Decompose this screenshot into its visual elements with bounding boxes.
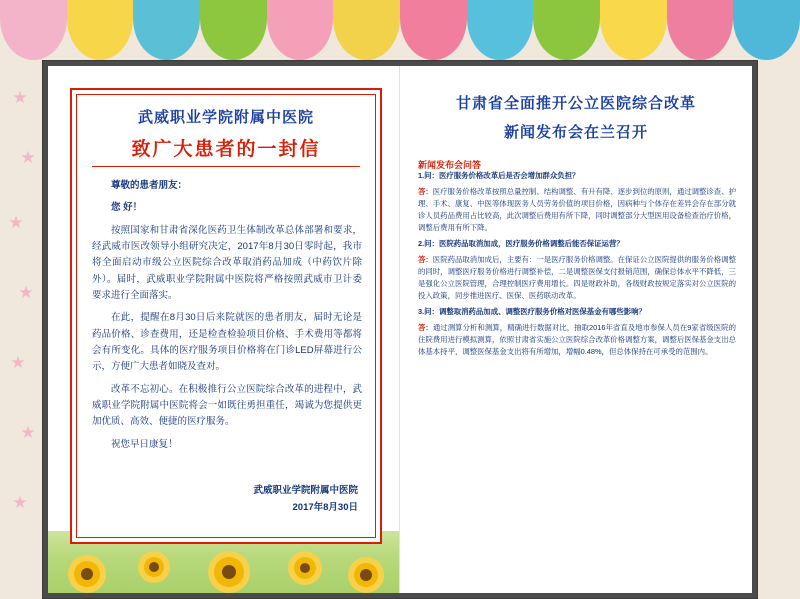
salutation-line-1: 尊敬的患者朋友： [111,180,188,191]
qa-question [418,170,736,182]
sunflower-icon [214,557,244,587]
scallop-9 [533,0,600,60]
frame-corner-bottom-left [70,528,86,544]
sunflower-core [149,562,159,572]
frame-corner-bottom-right [366,528,382,544]
qa-answer-label: 答： [418,254,433,264]
left-decorative-strip [0,0,42,599]
star-icon: ★ [10,353,26,372]
letter-paragraph-1: 按照国家和甘肃省深化医药卫生体制改革总体部署和要求，经武威市医改领导小组研究决定，2017年8月30日零时起，我市将全面启动市级公立医院综合改革取消药品加成（中药饮片除外）。届时，武威职业学院附属中医院将严格按照武威市卫计委要求进行全面落实。 [92,224,362,301]
qa-answer [418,254,736,302]
letter-paragraph-2: 在此，提醒在8月30日后来院就医的患者朋友，届时无论是药品价格、诊查费用，还是检查检验项目价格、手术费用等都将会有所变化。具体的医疗服务项目价格将在门诊LED屏幕进行公示，方便广大患者如晓及查对。 [92,312,362,373]
scallop-12 [733,0,800,60]
qa-list [418,170,736,581]
scallop-8 [467,0,534,60]
signature-organization: 武威职业学院附属中医院 [253,484,358,496]
letter-body [92,178,362,459]
qa-question-text: 医院药品取消加成，医疗服务价格调整后能否保证运营？ [438,238,624,248]
news-title-line-2: 新闻发布会在兰召开 [503,123,648,141]
poster-board [42,60,758,599]
poster-pages [48,66,752,593]
letter-title: 致广大患者的一封信 [131,139,321,160]
salutation-line-2: 您 好！ [111,202,143,214]
signature-date: 2017年8月30日 [292,501,358,513]
sunflower-icon [74,561,100,587]
scallop-10 [600,0,667,60]
qa-answer-text: 医院药品取消加成后，主要有：一是医疗服务价格调整。在保证公立医院提供的服务价格调整的同时，调整医疗服务价格进行调整补偿，二是调整医保支付报销范围，确保总体水平不降低，三是强化公立医院管理，合理控制医疗费用增长。四是财政补助，各级财政按规定落实对公立医院的投入政策，同步推进医疗、医保、医药联动改革。 [418,254,736,300]
sunflower-core [360,569,372,581]
sunflower-icon [144,557,164,577]
hospital-title: 武威职业学院附属中医院 [137,109,314,126]
qa-answer [418,322,736,358]
letter-signature [253,482,358,516]
star-icon: ★ [18,283,34,302]
qa-answer-label: 答： [418,186,433,196]
scallop-7 [400,0,467,60]
star-icon: ★ [12,88,28,107]
scallop-3 [133,0,200,60]
scallop-11 [667,0,734,60]
qa-question-text: 医疗服务价格改革后是否会增加群众负担？ [438,171,580,180]
qa-subheading: 新闻发布会问答 [418,160,482,170]
star-icon: ★ [20,423,36,442]
right-page [400,66,752,593]
scallop-banner [0,0,800,60]
star-icon: ★ [20,148,36,167]
sunflower-core [300,563,310,573]
news-title-line-1: 甘肃省全面推开公立医院综合改革 [455,95,696,112]
qa-answer-label: 答： [418,322,433,332]
scallop-5 [267,0,334,60]
qa-question-label: 1.问： [418,171,439,180]
qa-question-label: 3.问： [418,306,439,316]
frame-corner-top-right [366,88,382,104]
scallop-6 [333,0,400,60]
frame-corner-top-left [70,88,86,104]
star-icon: ★ [8,213,24,232]
qa-answer-text: 通过测算分析和测算，精确进行数据对比，抽取2016年省直及地市参保人员在9家省级医院的住院费用进行模拟测算，依照甘肃省实施公立医院综合改革价格调整方案，调整后医保基金支出总体基本持平，调整医保基金支出将有所增加，增幅0.48%，但总体保持在可承受的范围内。 [418,322,736,356]
letter-frame [70,88,382,544]
qa-question-label: 2.问： [418,238,439,248]
letter-paragraph-3: 改革不忘初心。在积极推行公立医院综合改革的进程中，武威职业学院附属中医院将会一如既往勇担重任，竭诚为您提供更加优质、高效、便捷的医疗服务。 [92,383,362,428]
sunflower-core [222,565,236,579]
scallop-4 [200,0,267,60]
news-title [414,90,738,147]
qa-question [418,238,736,250]
qa-answer [418,186,736,234]
scallop-2 [67,0,134,60]
qa-question-text: 调整取消药品加成、调整医疗服务价格对医保基金有哪些影响？ [438,306,646,316]
qa-question [418,306,736,318]
sunflower-core [81,568,93,580]
sunflower-icon [294,557,316,579]
qa-answer-text: 医疗服务价格改革按照总量控制、结构调整、有升有降、逐步到位的原则，通过调整诊查、护理、手术、康复、中医等体现医务人员劳务价值的项目价格，因病种与个体存在差异会存在部分就诊人员药品费用占比较高，此次调整后费用有所下降，同时调整部分大型医用设备检查治疗价格，调整后费用有所下降。 [418,186,736,232]
left-page [48,66,400,593]
title-divider [92,166,360,167]
sunflower-icon [354,563,378,587]
letter-paragraph-4: 祝您早日康复！ [111,438,178,450]
star-icon: ★ [12,493,28,512]
